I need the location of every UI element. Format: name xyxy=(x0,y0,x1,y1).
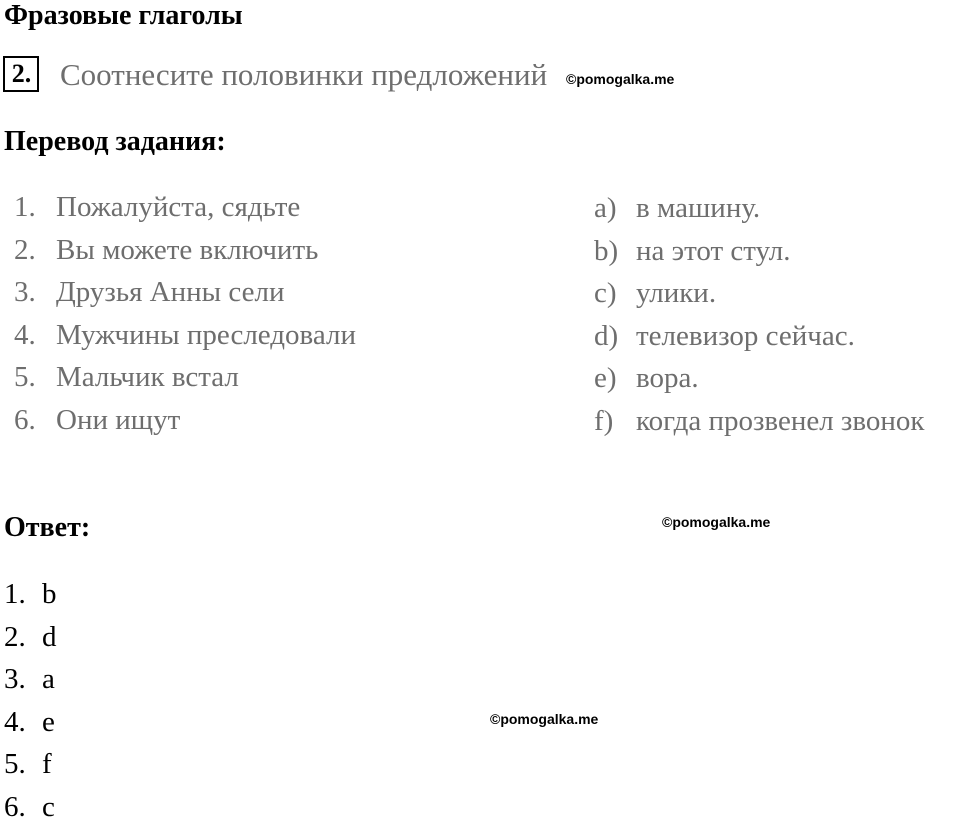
item-marker: 5. xyxy=(4,748,26,781)
item-marker: 1. xyxy=(4,578,26,610)
list-item xyxy=(14,399,356,442)
item-marker: b) xyxy=(594,234,619,267)
list-item xyxy=(4,701,57,744)
item-text: e xyxy=(42,705,55,738)
list-item xyxy=(4,786,57,829)
item-text: когда прозвенел звонок xyxy=(636,404,925,437)
item-marker: c) xyxy=(594,277,617,310)
item-marker: 1. xyxy=(14,191,36,223)
list-item xyxy=(594,230,925,273)
item-marker: 6. xyxy=(4,790,26,823)
sentence-beginnings-list xyxy=(14,186,356,442)
item-marker: 4. xyxy=(14,318,36,351)
watermark: ©pomogalka.me xyxy=(490,711,599,727)
list-item xyxy=(14,356,356,399)
item-text: Друзья Анны сели xyxy=(56,276,285,309)
list-item xyxy=(594,357,925,400)
item-text: в машину. xyxy=(636,192,761,224)
list-item xyxy=(14,314,356,357)
answer-heading: Ответ: xyxy=(4,512,91,543)
list-item xyxy=(14,229,356,272)
sentence-endings-list xyxy=(594,187,925,443)
list-item xyxy=(14,271,356,314)
item-marker: f) xyxy=(594,404,614,437)
topic-title: Фразовые глаголы xyxy=(4,0,243,31)
item-text: Пожалуйста, сядьте xyxy=(56,191,301,223)
translation-heading: Перевод задания: xyxy=(4,126,226,157)
watermark: ©pomogalka.me xyxy=(662,514,771,530)
item-marker: d) xyxy=(594,319,619,352)
item-text: Мужчины преследовали xyxy=(56,318,356,351)
item-text: f xyxy=(42,748,52,781)
item-marker: 4. xyxy=(4,705,26,738)
item-text: Мальчик встал xyxy=(56,361,239,394)
list-item xyxy=(594,400,925,443)
item-text: a xyxy=(42,663,55,696)
item-marker: 3. xyxy=(4,663,26,696)
item-text: Они ищут xyxy=(56,403,181,436)
item-text: на этот стул. xyxy=(636,234,791,267)
watermark: ©pomogalka.me xyxy=(566,71,675,87)
item-text: b xyxy=(42,578,57,610)
item-text: d xyxy=(42,620,57,653)
item-marker: 2. xyxy=(14,233,36,266)
list-item xyxy=(594,315,925,358)
item-marker: e) xyxy=(594,362,617,395)
item-text: улики. xyxy=(636,277,717,310)
list-item xyxy=(4,658,57,701)
item-marker: a) xyxy=(594,192,617,224)
item-text: c xyxy=(42,790,55,823)
list-item xyxy=(594,272,925,315)
item-text: телевизор сейчас. xyxy=(636,319,855,352)
item-marker: 2. xyxy=(4,620,26,653)
item-marker: 6. xyxy=(14,403,36,436)
item-text: вора. xyxy=(636,362,699,395)
task-instruction: Соотнесите половинки предложений xyxy=(60,57,548,92)
item-marker: 5. xyxy=(14,361,36,394)
list-item xyxy=(4,616,57,659)
list-item xyxy=(594,187,925,230)
list-item xyxy=(14,186,356,229)
answer-list xyxy=(4,573,57,829)
task-number: 2. xyxy=(3,56,39,92)
item-text: Вы можете включить xyxy=(56,233,319,266)
list-item xyxy=(4,573,57,616)
item-marker: 3. xyxy=(14,276,36,309)
list-item xyxy=(4,743,57,786)
